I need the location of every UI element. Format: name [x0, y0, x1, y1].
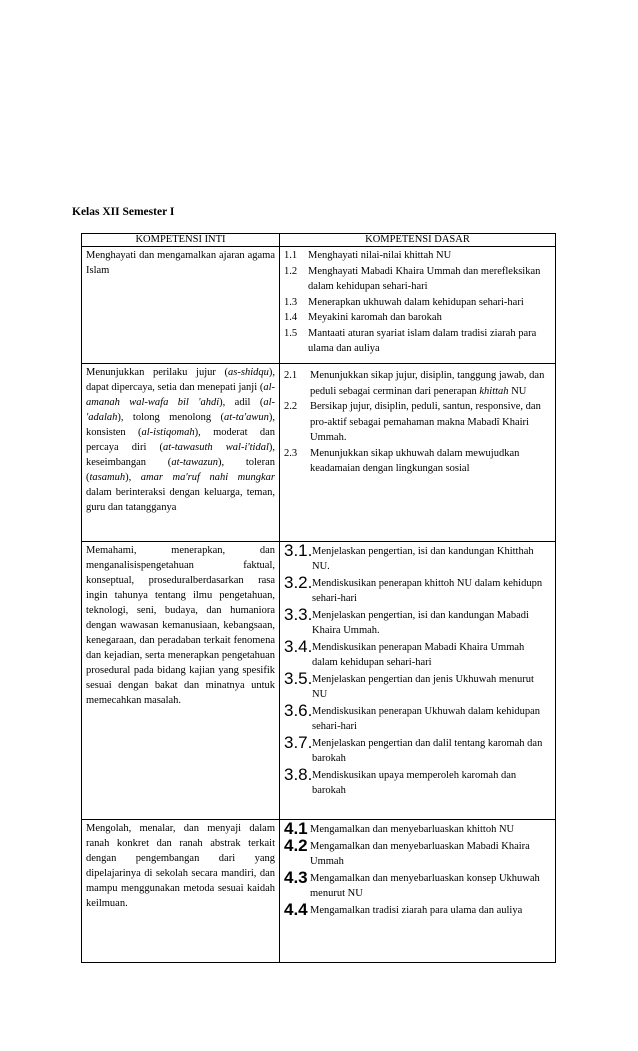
kd-text: Menerapkan ukhuwah dalam kehidupan sehari-hari — [308, 296, 524, 308]
table-row — [82, 820, 556, 963]
kd-number: 1.2 — [284, 265, 298, 277]
ki-fragment: ), moderat dan percaya diri ( — [86, 427, 275, 453]
kd-number: 3.2. — [284, 573, 313, 592]
ki-fragment: ), keseimbangan ( — [86, 442, 276, 468]
kd-list — [280, 542, 555, 798]
kd-text: Mengamalkan tradisi ziarah para ulama dan auliya — [310, 905, 523, 916]
kd-list — [280, 820, 555, 918]
list-item — [284, 702, 551, 734]
ki-term: at-tawazun — [171, 457, 218, 468]
kd-text: Mengamalkan dan menyebarluaskan khittoh NU — [310, 824, 515, 835]
kd-number: 4.1 — [284, 819, 308, 838]
list-item — [284, 542, 551, 574]
kd-cell — [280, 542, 556, 820]
list-item — [284, 574, 551, 606]
ki-fragment: ), konsisten ( — [86, 412, 275, 438]
ki-cell — [82, 820, 280, 963]
ki-text: Memahami, menerapkan, dan menganalisispengetahuan faktual, konseptual, proseduralberdasarkan rasa ingin tahunya tentang ilmu pengetahuan, teknologi, seni, budaya, dan humaniora dengan wawasan kemanusiaan, kebangsaan, kenegaraan, dan peradaban terkait fenomena dan kejadian, serta menerapkan pengetahuan prosedural pada bidang kajian yang spesifik sesuai dengan bakat dan minatnya untuk memecahkan masalah. — [86, 545, 275, 706]
kd-cell — [280, 247, 556, 364]
ki-term: at-tawasuth wal-i'tidal — [163, 442, 269, 453]
ki-term: tasamuh — [89, 472, 126, 483]
kd-number: 3.4. — [284, 637, 313, 656]
list-item — [284, 766, 551, 798]
kd-text: Mendiskusikan upaya memperoleh karomah dan barokah — [312, 770, 517, 796]
list-item — [284, 734, 551, 766]
kd-number: 3.3. — [284, 605, 313, 624]
ki-text: Mengolah, menalar, dan menyaji dalam ranah konkret dan ranah abstrak terkait dengan pengembangan dari yang dipelajarinya di sekolah secara mandiri, dan mampu menggunakan metoda sesuai kaidah keilmuan. — [86, 823, 275, 909]
kd-list — [280, 364, 555, 477]
ki-term: al-amanah wal-wafa bil 'ahdi — [86, 382, 275, 408]
section-heading: Kelas XII Semester I — [72, 206, 175, 218]
kd-text: Menjelaskan pengertian, isi dan kandungan Mabadi Khaira Ummah. — [312, 610, 529, 636]
kd-cell — [280, 364, 556, 542]
kd-text: Menunjukkan sikap ukhuwah dalam mewujudkan keadamaian dengan lingkungan sosial — [310, 447, 520, 474]
kd-text: Menghayati Mabadi Khaira Ummah dan merefleksikan dalam kehidupan sehari-hari — [308, 265, 541, 292]
kd-term: khittah — [479, 385, 509, 397]
ki-term: al-'adalah — [86, 397, 275, 423]
kd-text-part: Menunjukkan sikap jujur, disiplin, tanggung jawab, dan peduli sebagai cerminan dari penerapan — [310, 370, 545, 397]
ki-fragment: dalam berinteraksi dengan keluarga, teman, guru dan tatangganya — [86, 487, 275, 513]
kd-number: 1.1 — [284, 250, 298, 261]
table-row — [82, 364, 556, 542]
list-item — [284, 820, 551, 837]
kd-number: 2.3 — [284, 447, 298, 459]
kd-text: Mengamalkan dan menyebarluaskan Mabadi Khaira Ummah — [310, 841, 530, 867]
ki-term: at-ta'awun — [224, 412, 269, 423]
kd-number: 3.8. — [284, 765, 313, 784]
list-item — [284, 264, 551, 295]
kd-number: 4.3 — [284, 868, 308, 887]
list-item — [284, 326, 551, 357]
header-kompetensi-inti: KOMPETENSI INTI — [82, 234, 280, 247]
kd-text: Mantaati aturan syariat islam dalam tradisi ziarah para ulama dan auliya — [308, 327, 537, 354]
list-item — [284, 368, 551, 399]
list-item — [284, 295, 551, 311]
list-item — [284, 606, 551, 638]
ki-fragment: ), dapat dipercaya, setia dan menepati janji ( — [86, 367, 275, 393]
kd-cell — [280, 820, 556, 963]
kd-text: Menjelaskan pengertian dan jenis Ukhuwah menurut NU — [312, 674, 534, 700]
kd-text: Mendiskusikan penerapan khittoh NU dalam kehidupn sehari-hari — [312, 578, 543, 604]
list-item — [284, 399, 551, 446]
header-kompetensi-dasar: KOMPETENSI DASAR — [280, 234, 556, 247]
table-header-row — [82, 234, 556, 247]
ki-fragment: ), tolong menolong ( — [117, 412, 225, 423]
kd-number: 3.6. — [284, 701, 313, 720]
ki-text — [82, 364, 279, 515]
kd-text: Mendiskusikan penerapan Mabadi Khaira Ummah dalam kehidupan sehari-hari — [312, 642, 525, 668]
kd-text: Bersikap jujur, disiplin, peduli, santun, responsive, dan pro-aktif sebagai pemahaman makna Mabadî Khairi Ummah. — [310, 401, 541, 443]
table-row — [82, 542, 556, 820]
list-item — [284, 310, 551, 326]
kd-text: Mendiskusikan penerapan Ukhuwah dalam kehidupan sehari-hari — [312, 706, 541, 732]
ki-fragment: ), adil ( — [219, 397, 264, 408]
kd-text: Menghayati nilai-nilai khittah NU — [308, 250, 452, 261]
kd-text — [310, 368, 551, 399]
ki-fragment: ), — [125, 472, 141, 483]
kd-text: Meyakini karomah dan barokah — [308, 312, 442, 323]
ki-cell — [82, 364, 280, 542]
kd-list — [280, 247, 555, 357]
list-item — [284, 837, 551, 869]
kd-number: 3.5. — [284, 669, 313, 688]
list-item — [284, 638, 551, 670]
list-item — [284, 670, 551, 702]
list-item — [284, 901, 551, 918]
kd-number: 4.4 — [284, 900, 308, 919]
table-row — [82, 247, 556, 364]
ki-text: Menghayati dan mengamalkan ajaran agama Islam — [86, 250, 275, 276]
kompetensi-table — [81, 233, 556, 963]
ki-term: as-shidqu — [228, 367, 269, 378]
ki-fragment: Menunjukkan perilaku jujur ( — [86, 367, 229, 378]
kd-number: 3.7. — [284, 733, 313, 752]
ki-term: al-istiqomah — [141, 427, 195, 438]
kd-number: 2.1 — [284, 370, 298, 381]
kd-number: 2.2 — [284, 401, 298, 412]
kd-text: Menjelaskan pengertian, isi dan kandungan Khitthah NU. — [312, 546, 534, 572]
kd-number: 4.2 — [284, 836, 308, 855]
kd-number: 1.4 — [284, 312, 298, 323]
ki-cell — [82, 247, 280, 364]
kd-text: Menjelaskan pengertian dan dalil tentang karomah dan barokah — [312, 738, 543, 764]
list-item — [284, 248, 551, 264]
ki-term: amar ma'ruf nahi mungkar — [140, 472, 276, 483]
kd-text: Mengamalkan dan menyebarluaskan konsep Ukhuwah menurut NU — [310, 873, 540, 899]
list-item — [284, 446, 551, 477]
list-item — [284, 869, 551, 901]
kd-text-part: NU — [508, 385, 527, 397]
kd-number: 1.3 — [284, 296, 298, 308]
kd-number: 1.5 — [284, 327, 298, 339]
ki-fragment: ), toleran ( — [86, 457, 275, 483]
kd-number: 3.1. — [284, 541, 313, 560]
ki-cell — [82, 542, 280, 820]
